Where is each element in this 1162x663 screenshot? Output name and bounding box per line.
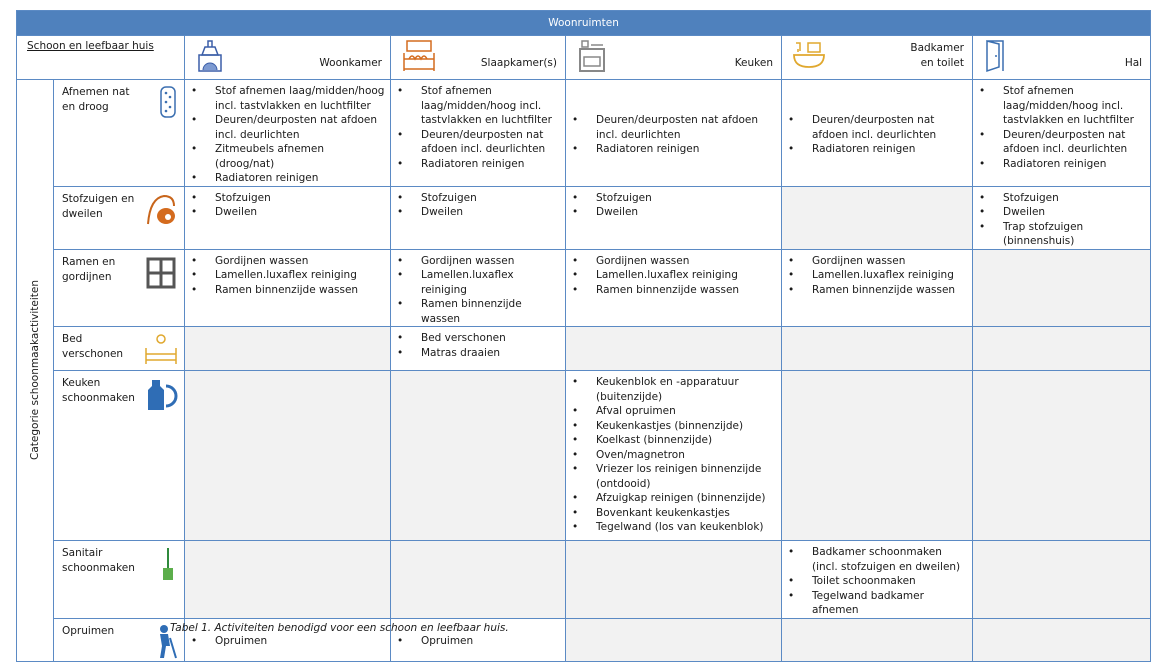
table-row: [17, 541, 1151, 619]
activity-item: • Stofzuigen: [215, 191, 386, 206]
room-header: [391, 36, 566, 80]
activity-item: • Deuren/deurposten nat afdoen incl. deurlichten: [215, 113, 386, 142]
activity-cell: [973, 541, 1151, 619]
activity-item: • Radiatoren reinigen: [421, 157, 561, 172]
category-cell: [54, 618, 185, 661]
activity-item: • Keukenkastjes (binnenzijde): [596, 419, 777, 434]
activity-item: • Gordijnen wassen: [596, 254, 777, 269]
category-axis-label: Categorie schoonmaakactiviteiten: [29, 280, 41, 461]
activity-item: • Ramen binnenzijde wassen: [215, 283, 386, 298]
activity-item: • Keukenblok en -apparatuur (buitenzijde): [596, 375, 777, 404]
activity-list: [391, 187, 565, 220]
activity-item: • Tegelwand badkamer afnemen: [812, 589, 968, 618]
activity-cell: [566, 80, 782, 187]
activity-item: • Dweilen: [596, 205, 777, 220]
activity-cell: [391, 80, 566, 187]
activity-cell: [391, 249, 566, 327]
activity-cell: [185, 80, 391, 187]
door-icon: [983, 39, 1009, 76]
activity-item: • Ramen binnenzijde wassen: [596, 283, 777, 298]
activity-item: • Gordijnen wassen: [812, 254, 968, 269]
activity-item: • Stof afnemen laag/midden/hoog incl. tastvlakken en luchtfilter: [1003, 84, 1146, 128]
activity-item: • Lamellen.luxaflex reiniging: [812, 268, 968, 283]
activity-item: • Radiatoren reinigen: [596, 142, 777, 157]
category-axis: [17, 80, 54, 662]
activity-list: [973, 80, 1150, 171]
table-row: [17, 80, 1151, 187]
room-name: Keuken: [734, 57, 773, 69]
activity-item: • Matras draaien: [421, 346, 561, 361]
activity-cell: [566, 541, 782, 619]
activity-list: [782, 541, 972, 618]
detergent-icon: [144, 376, 178, 415]
toilet-brush-icon: [158, 546, 178, 585]
activity-list: [973, 187, 1150, 249]
activity-cell: [973, 249, 1151, 327]
category-cell: [54, 186, 185, 249]
bed-icon: [401, 39, 437, 76]
sponge-icon: [158, 85, 178, 122]
activity-item: • Dweilen: [421, 205, 561, 220]
window-icon: [146, 255, 178, 292]
activity-list: [782, 109, 972, 157]
room-header: [566, 36, 782, 80]
activity-item: • Afzuigkap reinigen (binnenzijde): [596, 491, 777, 506]
activity-cell: [973, 80, 1151, 187]
category-label: Afnemen nat en droog: [62, 86, 130, 113]
activity-item: • Deuren/deurposten nat afdoen incl. deurlichten: [812, 113, 968, 142]
activity-cell: [566, 618, 782, 661]
activity-item: • Badkamer schoonmaken (incl. stofzuigen en dweilen): [812, 545, 968, 574]
activity-item: • Radiatoren reinigen: [215, 171, 386, 186]
table-row: [17, 371, 1151, 541]
category-label: Stofzuigen en dweilen: [62, 192, 135, 220]
activity-cell: [185, 249, 391, 327]
activity-item: • Stofzuigen: [596, 191, 777, 206]
category-cell: [54, 249, 185, 327]
activity-item: • Dweilen: [1003, 205, 1146, 220]
activity-item: • Oven/magnetron: [596, 448, 777, 463]
bath-icon: [792, 39, 826, 76]
category-cell: [54, 327, 185, 371]
activity-item: • Stof afnemen laag/midden/hoog incl. tastvlakken en luchtfilter: [421, 84, 561, 128]
room-name: Badkamer en toilet: [910, 42, 964, 69]
activity-item: • Lamellen.luxaflex reiniging: [421, 268, 561, 297]
activity-cell: [782, 327, 973, 371]
category-label: Opruimen: [62, 624, 115, 637]
category-cell: [54, 371, 185, 541]
activity-cell: [566, 371, 782, 541]
room-header: [782, 36, 973, 80]
room-header: [973, 36, 1151, 80]
table-title: Woonruimten: [17, 11, 1151, 36]
category-cell: [54, 80, 185, 187]
activity-cell: [973, 186, 1151, 249]
activity-item: • Lamellen.luxaflex reiniging: [596, 268, 777, 283]
activity-item: • Deuren/deurposten nat afdoen incl. deurlichten: [421, 128, 561, 157]
activity-cell: [782, 80, 973, 187]
activity-item: • Tegelwand (los van keukenblok): [596, 520, 777, 535]
activity-item: • Bed verschonen: [421, 331, 561, 346]
activity-cell: [566, 186, 782, 249]
activity-item: • Lamellen.luxaflex reiniging: [215, 268, 386, 283]
activity-cell: [185, 371, 391, 541]
activity-list: [566, 187, 781, 220]
activity-cell: [185, 186, 391, 249]
activity-item: • Deuren/deurposten nat afdoen incl. deurlichten: [596, 113, 777, 142]
activity-item: • Gordijnen wassen: [215, 254, 386, 269]
activity-cell: [566, 327, 782, 371]
activity-item: • Stof afnemen laag/midden/hoog incl. tastvlakken en luchtfilter: [215, 84, 386, 113]
activity-list: [391, 250, 565, 327]
activity-list: [566, 371, 781, 535]
activity-item: • Trap stofzuigen (binnenshuis): [1003, 220, 1146, 249]
activity-cell: [185, 541, 391, 619]
activity-cell: [973, 327, 1151, 371]
activity-cell: [973, 618, 1151, 661]
activity-cell: [391, 371, 566, 541]
activity-item: • Dweilen: [215, 205, 386, 220]
category-label: Sanitair schoonmaken: [62, 547, 135, 574]
table-row: [17, 186, 1151, 249]
activity-cell: [185, 327, 391, 371]
activity-item: • Ramen binnenzijde wassen: [421, 297, 561, 326]
activity-list: [566, 250, 781, 298]
activity-list: [566, 109, 781, 157]
activity-item: • Afval opruimen: [596, 404, 777, 419]
activity-list: [391, 80, 565, 171]
activity-cell: [782, 541, 973, 619]
activity-cell: [973, 371, 1151, 541]
activity-list: [185, 250, 390, 298]
table-caption: Tabel 1. Activiteiten benodigd voor een schoon en leefbaar huis.: [170, 622, 509, 634]
activity-item: • Toilet schoonmaken: [812, 574, 968, 589]
activity-cell: [391, 186, 566, 249]
room-name: Woonkamer: [319, 57, 382, 69]
vacuum-cleaner-icon: [144, 192, 178, 229]
stove-icon: [576, 39, 608, 76]
category-cell: [54, 541, 185, 619]
activity-item: • Deuren/deurposten nat afdoen incl. deurlichten: [1003, 128, 1146, 157]
corner-label: Schoon en leefbaar huis: [27, 40, 154, 52]
table-row: [17, 249, 1151, 327]
fireplace-icon: [195, 39, 225, 76]
activity-item: • Zitmeubels afnemen (droog/nat): [215, 142, 386, 171]
room-header: [185, 36, 391, 80]
activity-cell: [391, 327, 566, 371]
activity-list: [782, 250, 972, 298]
activity-item: • Stofzuigen: [421, 191, 561, 206]
activity-item: • Radiatoren reinigen: [812, 142, 968, 157]
room-name: Hal: [1124, 57, 1143, 69]
table-row: [17, 327, 1151, 371]
activity-item: • Opruimen: [421, 634, 561, 649]
activity-list: [185, 80, 390, 186]
activity-item: • Radiatoren reinigen: [1003, 157, 1146, 172]
room-name: Slaapkamer(s): [480, 57, 557, 69]
activity-item: • Stofzuigen: [1003, 191, 1146, 206]
activity-item: • Opruimen: [215, 634, 386, 649]
activity-cell: [782, 249, 973, 327]
activities-table: [16, 10, 1151, 662]
activity-cell: [782, 618, 973, 661]
category-label: Bed verschonen: [62, 333, 124, 360]
activity-item: • Gordijnen wassen: [421, 254, 561, 269]
activity-item: • Vriezer los reinigen binnenzijde (ontdooid): [596, 462, 777, 491]
activity-item: • Koelkast (binnenzijde): [596, 433, 777, 448]
activity-list: [391, 327, 565, 360]
activity-cell: [391, 541, 566, 619]
activity-list: [185, 187, 390, 220]
activity-cell: [782, 371, 973, 541]
category-label: Keuken schoonmaken: [62, 377, 135, 404]
activity-item: • Bovenkant keukenkastjes: [596, 506, 777, 521]
bed-icon: [144, 332, 178, 369]
activity-cell: [782, 186, 973, 249]
category-label: Ramen en gordijnen: [62, 255, 116, 283]
activity-cell: [566, 249, 782, 327]
activity-item: • Ramen binnenzijde wassen: [812, 283, 968, 298]
